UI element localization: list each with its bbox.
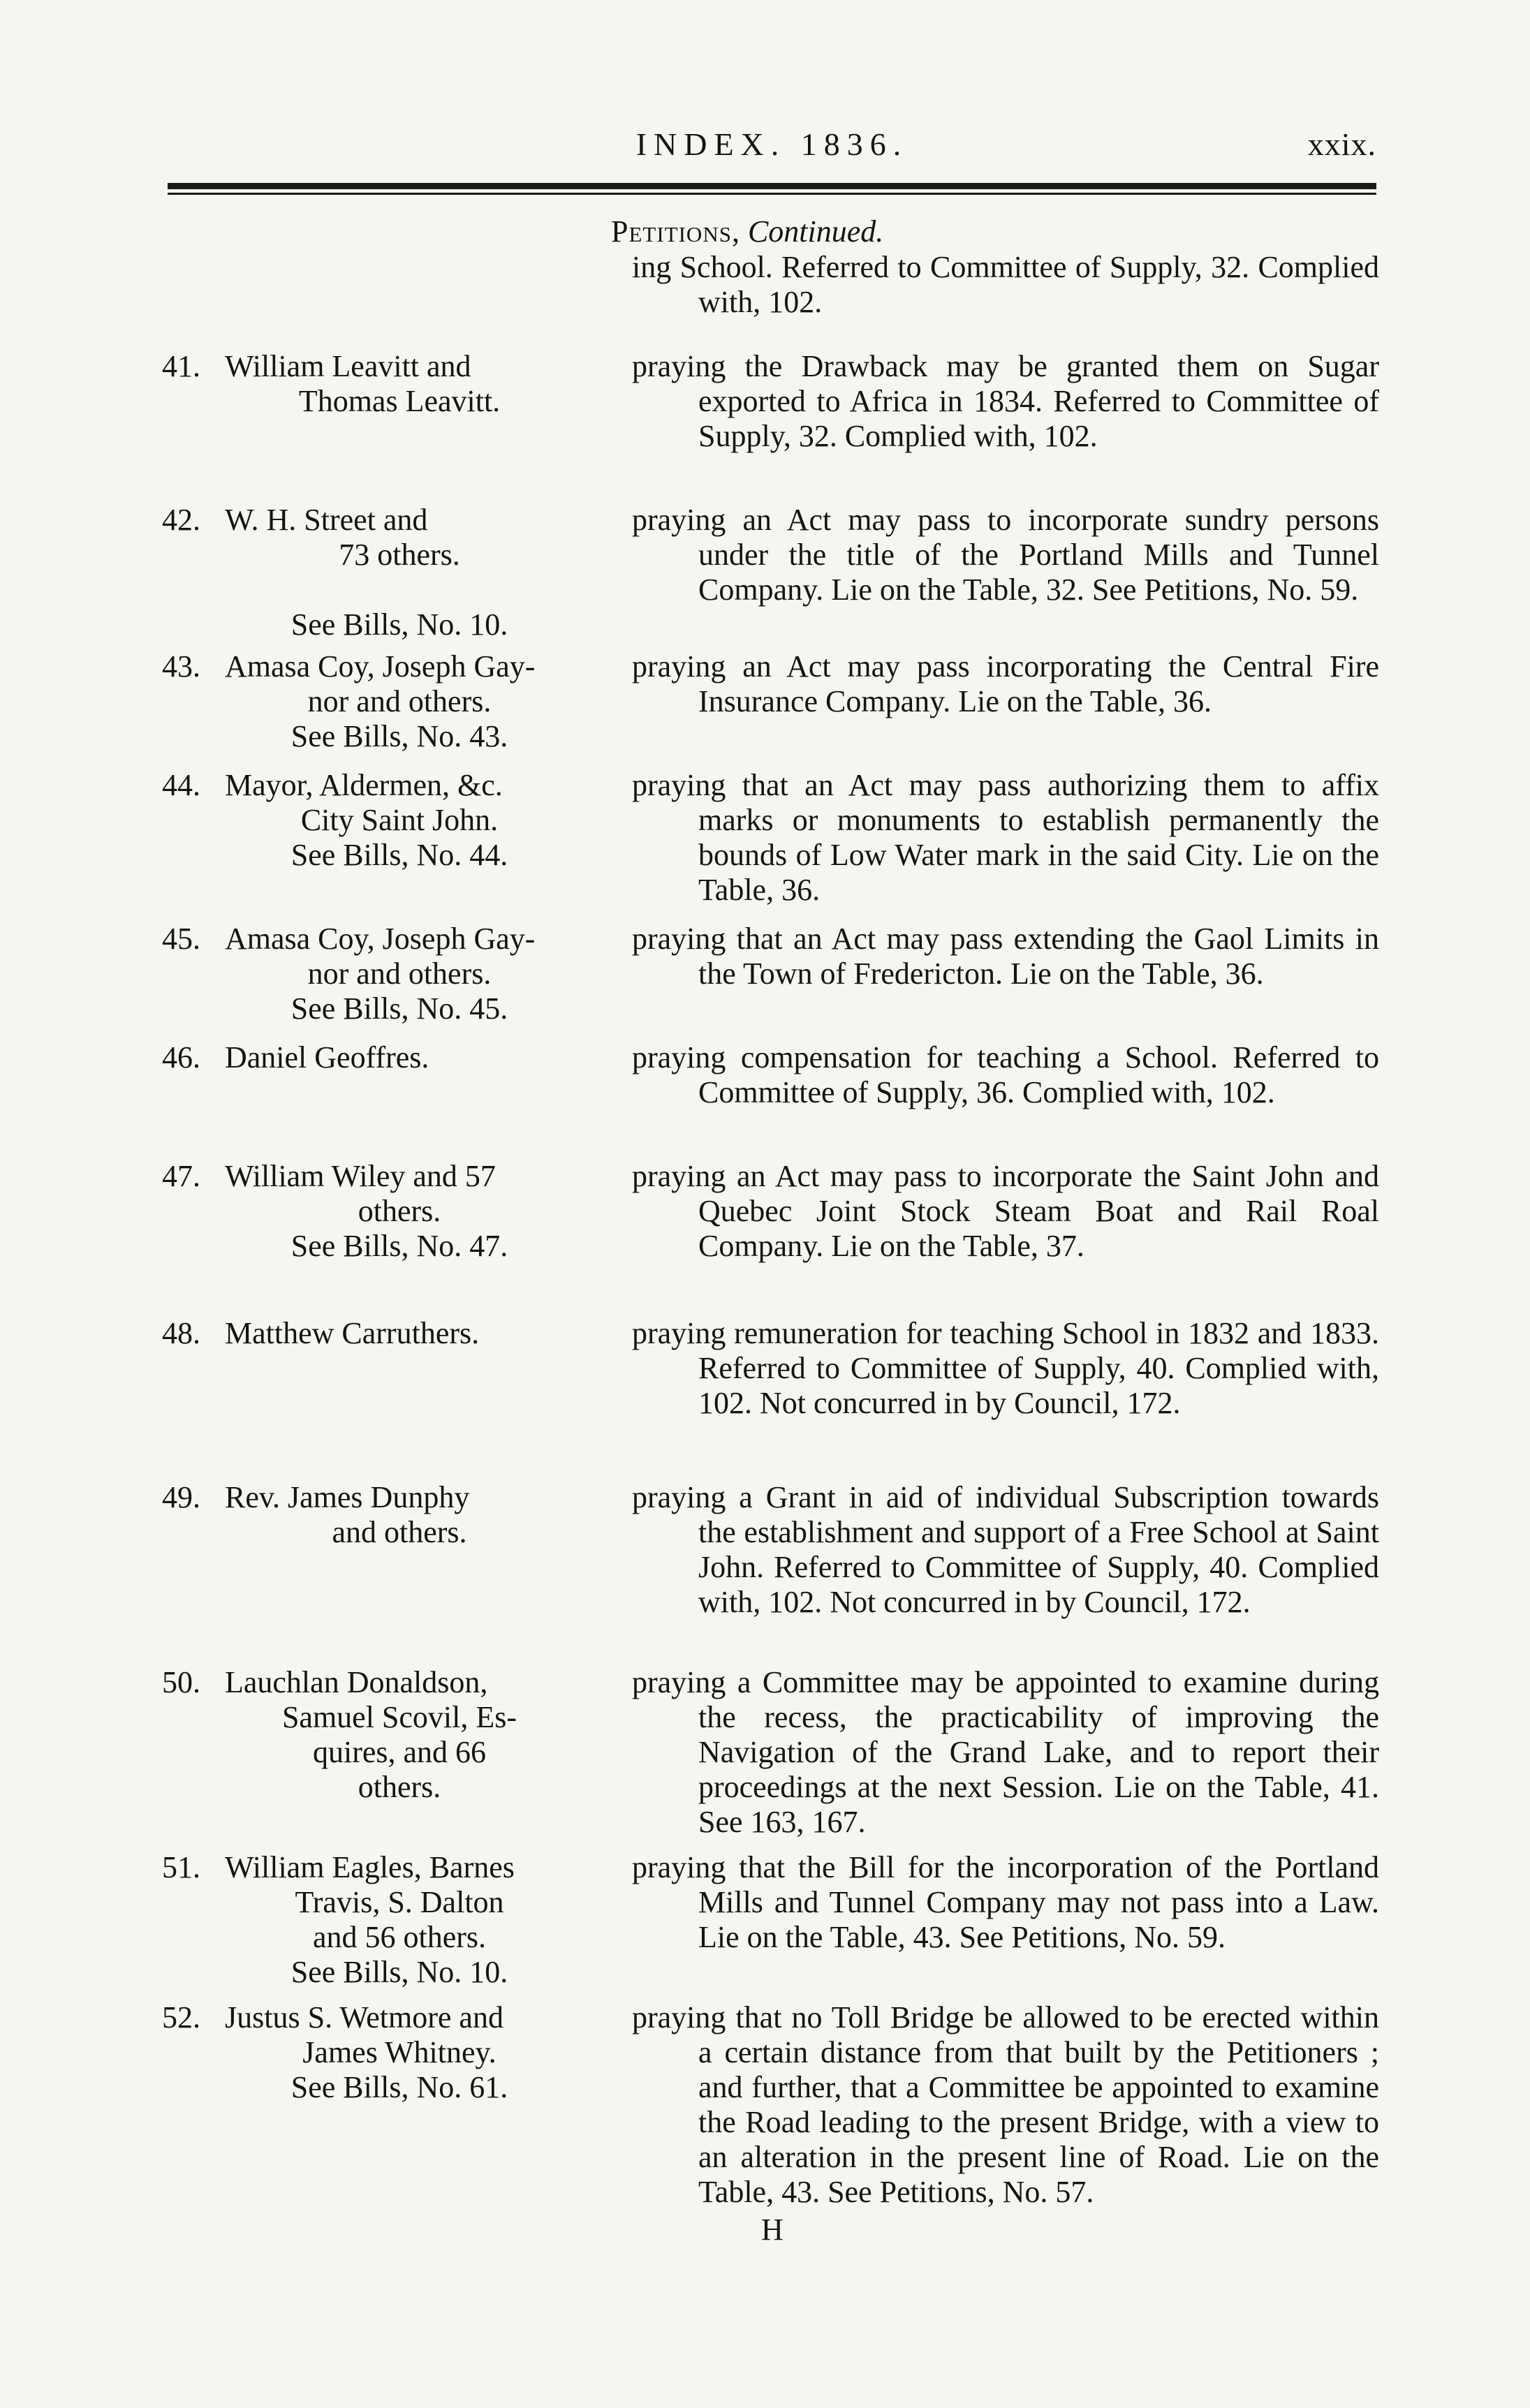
continuation-text: ing School. Referred to Committee of Supply, 32. Complied with, 102. [632,250,1379,319]
petitioner-names [162,1040,623,1075]
header-rule-thin [168,193,1376,195]
page-number: xxix. [1307,126,1376,162]
petition-description: praying that an Act may pass extending the Gaol Limits in the Town of Fredericton. Lie on the Table, 36. [632,922,1379,991]
entry-number: 43. [162,649,200,684]
petitioner-continuation: See Bills, No. 45. [290,991,508,1026]
petitioner-first-line [162,1159,623,1194]
petitioner-continuation: quires, and 66 [312,1735,487,1769]
petitioner-first-line [162,1480,623,1515]
petitioner-first-line [162,2000,623,2035]
petition-description: praying a Grant in aid of individual Subscription towards the establishment and support of a Free School at Saint John. Referred to Committee of Supply, 40. Complied with, 102. Not concurred in by Council, 172. [632,1480,1379,1619]
petitioner-names [162,2000,623,2105]
entry-number: 42. [162,503,200,537]
petitioner-continuation: See Bills, No. 10. [290,607,508,642]
entry-number: 44. [162,768,200,802]
running-title: INDEX. 1836. [635,126,909,162]
petition-description: praying compensation for teaching a School. Referred to Committee of Supply, 36. Complied with, 102. [632,1040,1379,1109]
entry-number: 51. [162,1850,200,1884]
petitioner-continuation: others. [358,1770,441,1804]
petitioner-continuation: and 56 others. [312,1920,487,1954]
petitioner-continuation: Thomas Leavitt. [298,384,501,418]
section-heading-caps: Petitions, [611,214,740,249]
entry-number: 48. [162,1316,200,1350]
petitioner-name: William Leavitt and [225,349,471,383]
petitioner-name: Amasa Coy, Joseph Gay- [225,649,536,684]
petition-description: praying that no Toll Bridge be allowed to be erected within a certain distance from that built by the Petitioners ; and further, that a Committee be appointed to examine the Road leading to the present Bridge, with a view to an alteration in the present line of Road. Lie on the Table, 43. See Petitions, No. 57. [632,2000,1379,2209]
petitioner-first-line [162,349,623,384]
petitioner-continuation: James Whitney. [302,2035,496,2069]
petitioner-names [162,1665,623,1805]
petitioner-names [162,503,623,642]
petitioner-first-line [162,503,623,538]
petitioner-continuation: City Saint John. [300,803,499,837]
petitioner-first-line [162,1665,623,1700]
petitioner-first-line [162,922,623,956]
petitioner-continuation: nor and others. [307,956,492,991]
petition-description: praying an Act may pass to incorporate the Saint John and Quebec Joint Stock Steam Boat and Rail Roal Company. Lie on the Table, 37. [632,1159,1379,1263]
petitioner-names [162,649,623,754]
page-header [168,126,1376,168]
petitioner-names [162,922,623,1026]
petition-description: praying remuneration for teaching School in 1832 and 1833. Referred to Committee of Supply, 40. Complied with, 102. Not concurred in by Council, 172. [632,1316,1379,1420]
petitioner-names [162,1480,623,1550]
petitioner-first-line [162,649,623,684]
header-rule-thick [168,183,1376,189]
petitioner-first-line [162,1850,623,1885]
petitioner-name: Amasa Coy, Joseph Gay- [225,922,536,956]
petitioner-continuation: Travis, S. Dalton [295,1885,504,1919]
petitioner-continuation [204,573,595,607]
petitioner-name: Matthew Carruthers. [225,1316,480,1350]
entry-number: 47. [162,1159,200,1193]
petitioner-continuation: See Bills, No. 43. [290,719,508,753]
entry-number: 49. [162,1480,200,1514]
petitioner-first-line [162,1316,623,1351]
petitioner-continuation: nor and others. [307,684,492,718]
entry-number: 46. [162,1040,200,1074]
section-heading-italic: Continued. [747,214,884,249]
petitioner-name: William Wiley and 57 [225,1159,496,1193]
petition-description: praying the Drawback may be granted them on Sugar exported to Africa in 1834. Referred to Committee of Supply, 32. Complied with, 102. [632,349,1379,453]
petitioner-continuation: See Bills, No. 44. [290,838,508,872]
petitioner-first-line [162,1040,623,1075]
petition-description: praying that the Bill for the incorporation of the Portland Mills and Tunnel Company may not pass into a Law. Lie on the Table, 43. See Petitions, No. 59. [632,1850,1379,1954]
petitioner-continuation: See Bills, No. 61. [290,2070,508,2104]
petitioner-name: Justus S. Wetmore and [225,2000,503,2034]
entry-number: 41. [162,349,200,383]
petitioner-continuation: others. [358,1194,441,1228]
petitioner-first-line [162,768,623,803]
petitioner-name: Rev. James Dunphy [225,1480,470,1514]
petitioner-name: Mayor, Aldermen, &c. [225,768,503,802]
petition-description: praying an Act may pass to incorporate sundry persons under the title of the Portland Mills and Tunnel Company. Lie on the Table, 32. See Petitions, No. 59. [632,503,1379,607]
petitioner-continuation: See Bills, No. 10. [290,1955,508,1989]
petitioner-name: W. H. Street and [225,503,428,537]
petitioner-continuation: 73 others. [339,538,460,572]
petitioner-continuation: Samuel Scovil, Es- [281,1700,517,1734]
petitioner-name: Lauchlan Donaldson, [225,1665,488,1699]
petitioner-names [162,1850,623,1990]
section-heading [611,214,883,249]
petitioner-continuation: See Bills, No. 47. [290,1229,508,1263]
petitioner-names [162,1316,623,1351]
petitioner-continuation: and others. [332,1515,467,1549]
entry-number: 52. [162,2000,200,2034]
entry-number: 45. [162,922,200,956]
petition-description: praying that an Act may pass authorizing them to affix marks or monuments to establish permanently the bounds of Low Water mark in the said City. Lie on the Table, 36. [632,768,1379,907]
petitioner-names [162,1159,623,1264]
petitioner-names [162,768,623,873]
petition-description: praying an Act may pass incorporating the Central Fire Insurance Company. Lie on the Table, 36. [632,649,1379,718]
petitioner-names [162,349,623,419]
petitioner-name: William Eagles, Barnes [225,1850,515,1884]
petition-description: praying a Committee may be appointed to examine during the recess, the practicability of improving the Navigation of the Grand Lake, and to report their proceedings at the next Session. Lie on the Table, 41. See 163, 167. [632,1665,1379,1839]
entry-number: 50. [162,1665,200,1699]
signature-mark: H [761,2213,784,2247]
petitioner-name: Daniel Geoffres. [225,1040,429,1074]
